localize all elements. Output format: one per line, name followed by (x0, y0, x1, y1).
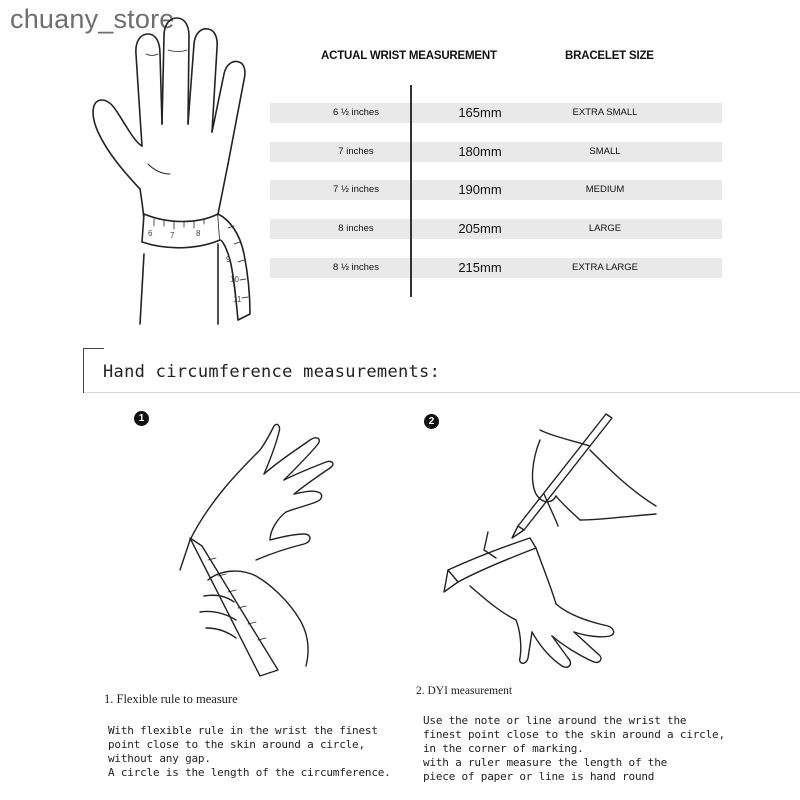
tape-number: 11 (233, 295, 242, 304)
inches-cell: 8 inches (338, 223, 374, 234)
tape-number: 7 (170, 231, 175, 240)
size-row (270, 258, 722, 278)
store-watermark: chuany_store (10, 4, 175, 34)
size-chart-table (270, 85, 722, 297)
tape-number: 8 (196, 229, 201, 238)
step-2-text (423, 714, 725, 784)
step-1-line: A circle is the length of the circumference. (108, 766, 391, 779)
size-cell: MEDIUM (585, 184, 625, 195)
step-1-badge: 1 (134, 411, 149, 426)
mm-cell: 215mm (458, 260, 502, 275)
tape-number: 10 (230, 275, 239, 284)
step-1-line: without any gap. (108, 752, 211, 765)
step-2-title: 2. DYI measurement (416, 685, 513, 697)
mm-cell: 165mm (458, 105, 502, 120)
inches-cell: 8 ½ inches (333, 262, 379, 273)
tape-number: 6 (148, 229, 153, 238)
mm-cell: 180mm (458, 144, 502, 159)
size-row (270, 180, 722, 200)
size-row (270, 219, 722, 239)
size-row (270, 103, 722, 123)
step-1-line: With flexible rule in the wrist the finest (108, 724, 378, 737)
size-cell: EXTRA LARGE (572, 262, 638, 273)
step-1-text (108, 724, 391, 780)
size-cell: LARGE (588, 223, 622, 234)
size-cell: SMALL (589, 146, 621, 157)
inches-cell: 7 inches (338, 146, 374, 157)
mm-cell: 190mm (458, 182, 502, 197)
step-2-line: in the corner of marking. (423, 742, 584, 755)
section-title: Hand circumference measurements: (103, 362, 441, 382)
inches-cell: 7 ½ inches (333, 184, 379, 195)
column-divider (410, 85, 412, 297)
section-divider (84, 392, 800, 393)
flexible-rule-illustration (160, 420, 370, 680)
step-1-line: point close to the skin around a circle, (108, 738, 365, 751)
dyi-measurement-illustration (440, 410, 670, 680)
step-2-line: piece of paper or line is hand round (423, 770, 655, 783)
size-cell: EXTRA SMALL (572, 107, 638, 118)
mm-cell: 205mm (458, 221, 502, 236)
inches-cell: 6 ½ inches (333, 107, 379, 118)
hand-with-tape-illustration (78, 14, 268, 330)
step-1-title: 1. Flexible rule to measure (104, 692, 238, 706)
section-bracket (83, 348, 84, 393)
step-2-line: Use the note or line around the wrist the (423, 714, 687, 727)
size-row (270, 142, 722, 162)
step-2-line: finest point close to the skin around a circle, (423, 728, 725, 741)
wrist-measurement-header: ACTUAL WRIST MEASUREMENT (321, 50, 497, 62)
bracelet-size-header: BRACELET SIZE (565, 50, 654, 62)
step-2-badge: 2 (424, 414, 439, 429)
tape-number: 9 (226, 255, 231, 264)
section-bracket-top (84, 348, 104, 349)
step-2-line: with a ruler measure the length of the (423, 756, 668, 769)
